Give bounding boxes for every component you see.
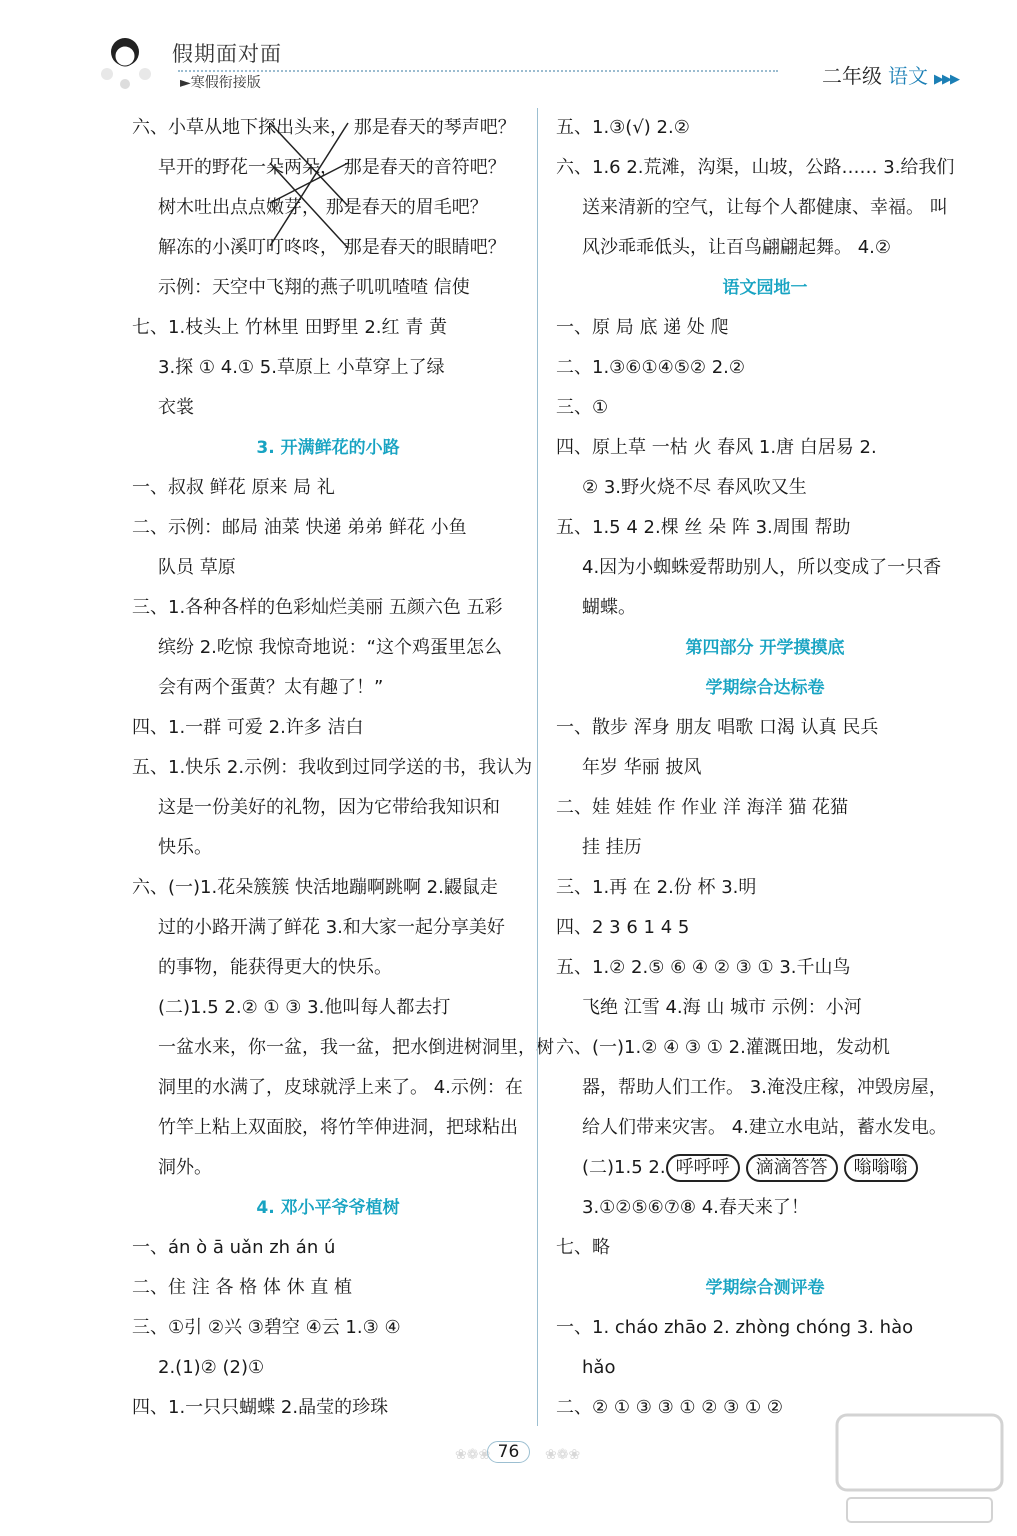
answer-line: 洞外。: [158, 1157, 212, 1178]
answer-line: 三、1.再 在 2.份 杯 3.明: [556, 877, 757, 898]
grade-subject-label: [822, 60, 958, 89]
answer-line: hǎo: [582, 1357, 616, 1378]
answer-line: 解冻的小溪叮叮咚咚， 那是春天的眼睛吧？: [158, 237, 506, 258]
answer-line: 4.因为小蜘蛛爱帮助别人，所以变成了一只香: [582, 557, 942, 578]
answer-line: 三、1.各种各样的色彩灿烂美丽 五颜六色 五彩: [132, 597, 503, 618]
answer-line: 一、叔叔 鲜花 原来 局 礼: [132, 477, 335, 498]
column-divider: [537, 108, 538, 1426]
answer-line: 蝴蝶。: [582, 597, 636, 618]
circled-answer: 滴滴答答: [746, 1154, 838, 1182]
right-answer-column: [556, 108, 974, 1428]
answer-line: 三、①: [556, 397, 609, 418]
arrows-icon: ▶▶▶: [934, 72, 958, 87]
answer-line: 二、住 注 各 格 体 休 直 植: [132, 1277, 353, 1298]
answer-line: 二、娃 娃娃 作 作业 洋 海洋 猫 花猫: [556, 797, 849, 818]
answer-line: 一、原 局 底 递 处 爬: [556, 317, 729, 338]
answer-line: 缤纷 2.吃惊 我惊奇地说：“这个鸡蛋里怎么: [158, 637, 502, 658]
answer-line: 快乐。: [158, 837, 212, 858]
answer-line: 七、略: [556, 1237, 610, 1258]
right-ornament-icon: ❀❁❀: [545, 1447, 581, 1463]
answer-line: 七、1.枝头上 竹林里 田野里 2.红 青 黄: [132, 317, 447, 338]
answer-line: 过的小路开满了鲜花 3.和大家一起分享美好: [158, 917, 505, 938]
answer-line: 一、散步 浑身 朋友 唱歌 口渴 认真 民兵: [556, 717, 879, 738]
page-header: [0, 0, 1017, 108]
answer-line: (二)1.5 2. 呼呼呼 滴滴答答 嗡嗡嗡: [556, 1148, 974, 1188]
answer-line: 四、1.一只只蝴蝶 2.晶莹的珍珠: [132, 1397, 389, 1418]
answer-line: 六、小草从地下探出头来， 那是春天的琴声吧？: [132, 117, 516, 138]
answer-line: 五、1.③(√) 2.②: [556, 117, 690, 138]
section-heading: 学期综合达标卷: [705, 678, 825, 698]
answer-line: ② 3.野火烧不尽 春风吹又生: [582, 477, 807, 498]
answer-line: (二)1.5 2.② ① ③ 3.他叫每人都去打: [158, 997, 451, 1018]
answer-line: 五、1.② 2.⑤ ⑥ ④ ② ③ ① 3.千山鸟: [556, 957, 851, 978]
page-number: 76: [0, 1441, 1017, 1463]
answer-line: 早开的野花一朵两朵， 那是春天的音符吧？: [158, 157, 506, 178]
answer-line: 六、(一)1.② ④ ③ ① 2.灌溉田地，发动机: [556, 1037, 890, 1058]
answer-line: 五、1.快乐 2.示例：我收到过同学送的书，我认为: [132, 757, 533, 778]
answer-line: 竹竿上粘上双面胶，将竹竿伸进洞，把球粘出: [158, 1117, 518, 1138]
section-heading: 3. 开满鲜花的小路: [256, 438, 400, 458]
answer-line: 一、1. cháo zhāo 2. zhòng chóng 3. hào: [556, 1317, 914, 1338]
circled-answer: 呼呼呼: [666, 1154, 740, 1182]
answer-line: 一、án ò ā uǎn zh án ú: [132, 1237, 336, 1258]
answer-line: 四、2 3 6 1 4 5: [556, 917, 690, 938]
answer-line: 四、1.一群 可爱 2.许多 洁白: [132, 717, 364, 738]
answer-line: 衣裳: [158, 397, 194, 418]
answer-line: 六、1.6 2.荒滩，沟渠，山坡，公路…… 3.给我们: [556, 157, 955, 178]
answer-line: 3.①②⑤⑥⑦⑧ 4.春天来了！: [582, 1197, 809, 1218]
circled-answer: 嗡嗡嗡: [844, 1154, 918, 1182]
answer-line: 二、② ① ③ ③ ① ② ③ ① ②: [556, 1397, 784, 1418]
header-dotted-line: [178, 70, 778, 72]
answer-line: 一盆水来，你一盆，我一盆，把水倒进树洞里，树: [158, 1037, 554, 1058]
answer-line: 二、1.③⑥①④⑤② 2.②: [556, 357, 746, 378]
answer-line: 年岁 华丽 披风: [582, 757, 702, 778]
answer-line: 五、1.5 4 2.棵 丝 朵 阵 3.周围 帮助: [556, 517, 851, 538]
answer-line: 队员 草原: [158, 557, 236, 578]
answer-line: 示例：天空中飞翔的燕子叽叽喳喳 信使: [158, 277, 470, 298]
answer-line: 会有两个蛋黄？太有趣了！”: [158, 677, 384, 698]
answer-line: 飞绝 江雪 4.海 山 城市 示例：小河: [582, 997, 862, 1018]
answer-line: 挂 挂历: [582, 837, 642, 858]
section-heading: 语文园地一: [722, 278, 808, 298]
section-heading: 学期综合测评卷: [705, 1278, 825, 1298]
answer-line: 的事物，能获得更大的快乐。: [158, 957, 392, 978]
cartoon-kids-logo-icon: [95, 34, 165, 94]
grade-label: 二年级: [822, 64, 882, 88]
answer-line: 树木吐出点点嫩芽， 那是春天的眉毛吧？: [158, 197, 488, 218]
subject-label: 语文: [888, 64, 928, 88]
answer-line: 器，帮助人们工作。 3.淹没庄稼，冲毁房屋，: [582, 1077, 947, 1098]
brand-title: 假期面对面: [172, 42, 282, 66]
answer-line: 送来清新的空气，让每个人都健康、幸福。 叫: [582, 197, 948, 218]
answer-line: 六、(一)1.花朵簇簇 快活地蹦啊跳啊 2.鼹鼠走: [132, 877, 498, 898]
answer-line: 四、原上草 一枯 火 春风 1.唐 白居易 2.: [556, 437, 877, 458]
left-ornament-icon: ❀❁❀: [455, 1447, 491, 1463]
answer-line: 风沙乖乖低头，让百鸟翩翩起舞。 4.②: [582, 237, 892, 258]
answer-line: 给人们带来灾害。 4.建立水电站，蓄水发电。: [582, 1117, 947, 1138]
answer-line: 3.探 ① 4.① 5.草原上 小草穿上了绿: [158, 357, 445, 378]
answer-line: 2.(1)② (2)①: [158, 1357, 265, 1378]
watermark-logo-icon: [832, 1410, 1007, 1528]
brand-subtitle: ►寒假衔接版: [180, 75, 261, 91]
answer-line: 这是一份美好的礼物，因为它带给我知识和: [158, 797, 500, 818]
answer-line: 三、①引 ②兴 ③碧空 ④云 1.③ ④: [132, 1317, 401, 1338]
answer-line: 洞里的水满了，皮球就浮上来了。 4.示例：在: [158, 1077, 523, 1098]
answer-line: 二、示例：邮局 油菜 快递 弟弟 鲜花 小鱼: [132, 517, 467, 538]
section-heading: 第四部分 开学摸摸底: [685, 638, 845, 658]
left-answer-column: [132, 108, 554, 1428]
section-heading: 4. 邓小平爷爷植树: [256, 1198, 400, 1218]
